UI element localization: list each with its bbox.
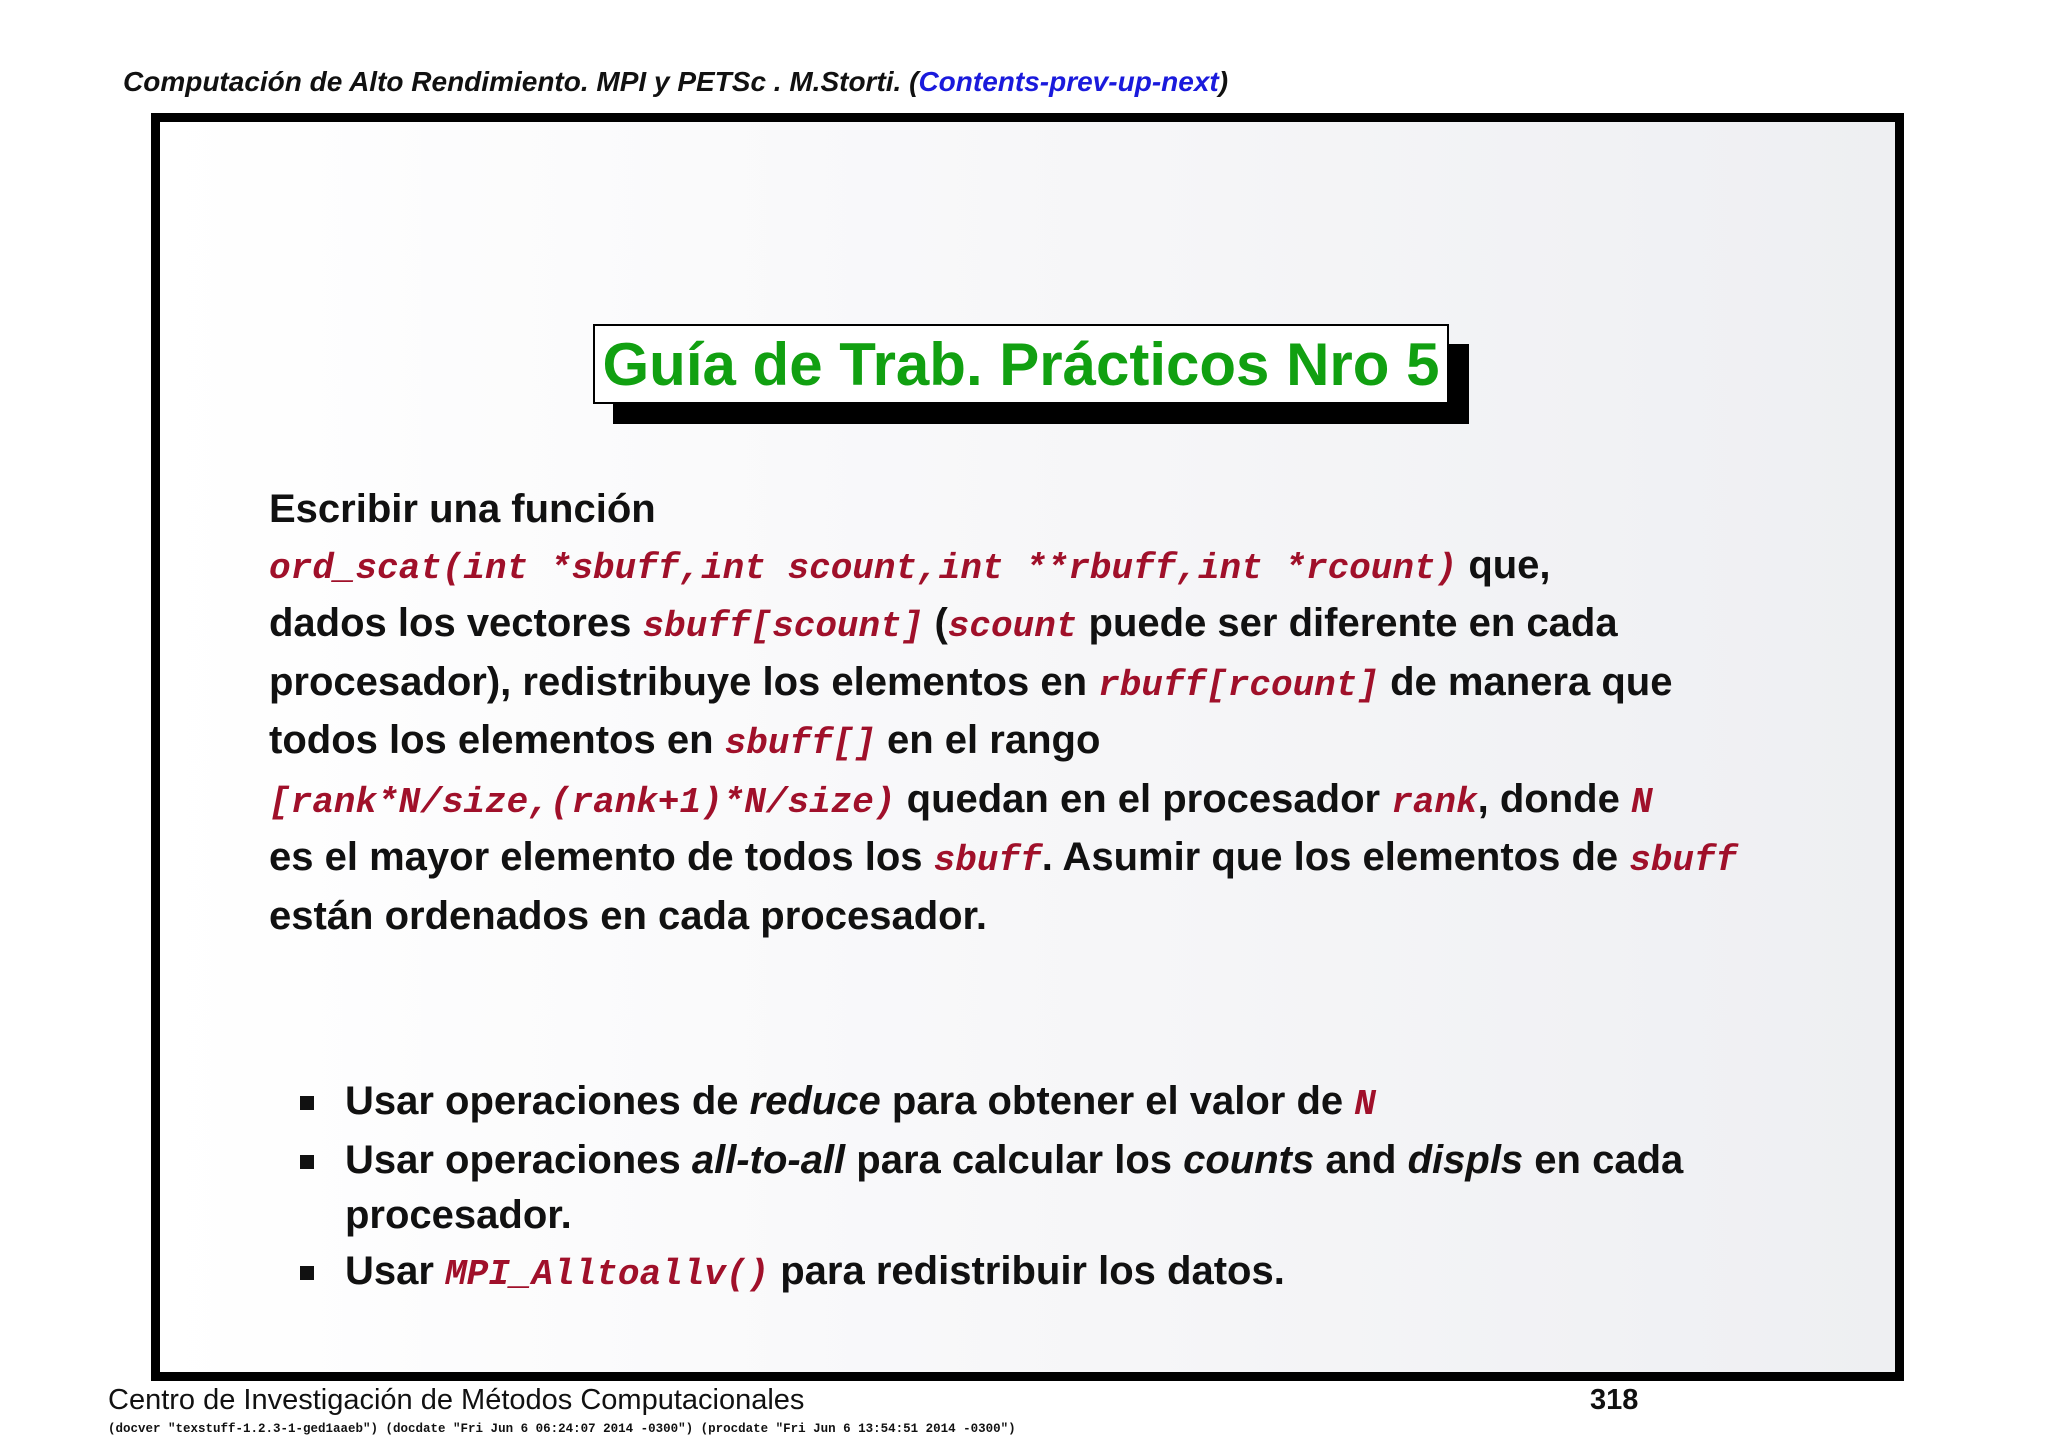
text: Escribir una función: [269, 487, 656, 531]
slide-title: Guía de Trab. Prácticos Nro 5: [593, 324, 1449, 404]
text-line: [269, 655, 1829, 714]
bullet-list: [300, 1074, 1800, 1302]
text: (: [923, 601, 948, 645]
text: Usar operaciones: [345, 1137, 692, 1182]
bullet-square-icon: [300, 1266, 314, 1280]
code-mpi-alltoallv: MPI_Alltoallv(): [445, 1253, 770, 1295]
header-title: [123, 66, 1228, 98]
nav-separator: -: [1151, 66, 1162, 97]
list-item: [300, 1074, 1800, 1133]
code-n: N: [1630, 781, 1653, 823]
code-sbuff: sbuff: [1629, 840, 1738, 881]
text-line: [269, 482, 1829, 538]
list-item: [300, 1133, 1800, 1244]
exercise-description: [269, 482, 1829, 944]
text: todos los elementos en: [269, 718, 725, 762]
text: dados los vectores: [269, 601, 643, 645]
text: que,: [1457, 542, 1551, 587]
nav-separator: -: [1039, 66, 1050, 97]
page-number: 318: [1590, 1384, 1639, 1416]
text: de manera que: [1379, 659, 1673, 704]
text-line: [269, 889, 1829, 945]
code-sbuff: sbuff[scount]: [642, 606, 924, 647]
list-item: [300, 1244, 1800, 1303]
text-line: [269, 830, 1829, 889]
code-n: N: [1354, 1084, 1376, 1125]
text: , donde: [1477, 776, 1631, 821]
code-rank: rank: [1391, 781, 1478, 823]
text: and: [1314, 1137, 1408, 1182]
emphasis: displs: [1407, 1137, 1524, 1182]
footer-metadata: (docver "texstuff-1.2.3-1-ged1aaeb") (docdate "Fri Jun 6 06:24:07 2014 -0300") (procdate "Fri Jun 6 13:54:51 2014 -0300"): [108, 1422, 1016, 1436]
code-sbuff-array: sbuff[]: [724, 723, 876, 764]
footer-institution: Centro de Investigación de Métodos Computacionales: [108, 1384, 805, 1416]
text: para obtener el valor de: [880, 1079, 1355, 1123]
up-link[interactable]: up: [1117, 66, 1152, 97]
text-line: [269, 713, 1829, 772]
text: procesador), redistribuye los elementos en: [269, 659, 1099, 704]
emphasis: all-to-all: [691, 1137, 846, 1182]
text: Usar: [345, 1248, 446, 1293]
text: es el mayor elemento de todos los: [269, 835, 934, 879]
emphasis: reduce: [749, 1079, 881, 1123]
code-rbuff: rbuff[rcount]: [1098, 664, 1379, 706]
bullet-square-icon: [300, 1155, 314, 1169]
text-line: [269, 772, 1829, 831]
slide-title-container: [593, 324, 1449, 404]
text: Usar operaciones de: [345, 1079, 750, 1123]
text: . Asumir que los elementos de: [1041, 835, 1630, 879]
function-signature: ord_scat(int *sbuff,int scount,int **rbuff,int *rcount): [269, 547, 1458, 589]
text: están ordenados en cada procesador.: [269, 893, 988, 938]
text-line: [269, 538, 1829, 597]
nav-separator: -: [1108, 66, 1118, 97]
bullet-square-icon: [300, 1096, 314, 1110]
prev-link[interactable]: prev: [1049, 66, 1109, 97]
text: quedan en el procesador: [895, 776, 1392, 821]
code-scount: scount: [947, 606, 1078, 647]
text: procesador.: [345, 1193, 572, 1237]
code-range: [rank*N/size,(rank+1)*N/size): [269, 781, 896, 823]
text-line: [269, 596, 1829, 655]
slide-frame: [151, 113, 1904, 1381]
contents-link[interactable]: Contents: [918, 66, 1040, 97]
text: para calcular los: [845, 1137, 1184, 1182]
header-text: Computación de Alto Rendimiento. MPI y PETSc . M.Storti. (: [123, 66, 919, 97]
text: puede ser diferente en cada: [1077, 601, 1618, 645]
header-close-paren: ): [1218, 66, 1229, 97]
text: en cada: [1523, 1137, 1684, 1182]
emphasis: counts: [1183, 1137, 1315, 1182]
next-link[interactable]: next: [1161, 66, 1219, 97]
text: en el rango: [875, 718, 1101, 762]
text: para redistribuir los datos.: [769, 1248, 1285, 1293]
code-sbuff: sbuff: [933, 840, 1042, 881]
